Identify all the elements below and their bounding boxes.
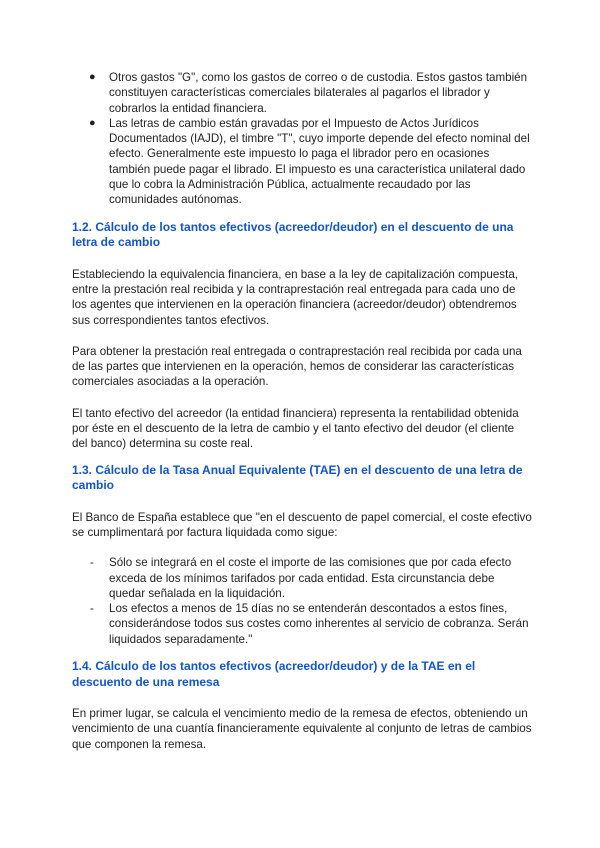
paragraph: Estableciendo la equivalencia financiera, en base a la ley de capitalización compuesta, entre la prestación real recibida y la contraprestación real entregada para cada uno de los agentes que intervienen en la operación financiera (acreedor/deudor) obtendremos sus correspondientes tantos efectivos. — [72, 267, 518, 327]
list-item-text: Los efectos a menos de 15 días no se entenderán descontados a estos fines, considerándose todos sus costes como inherentes al servicio de cobranza. Serán liquidados separadamente." — [109, 602, 529, 646]
section-heading-1-2: 1.2. Cálculo de los tantos efectivos (acreedor/deudor) en el descuento de una letra de cambio — [72, 219, 514, 250]
bullet-icon: ● — [89, 116, 96, 129]
list-item — [72, 555, 532, 601]
dash-list — [72, 555, 532, 647]
list-item-text: Sólo se integrará en el coste el importe de las comisiones que por cada efecto exceda de los mínimos tarifados por cada entidad. Esta circunstancia debe quedar señalada en la liquidación. — [109, 556, 512, 600]
list-item — [72, 116, 532, 208]
paragraph: El tanto efectivo del acreedor (la entidad financiera) representa la rentabilidad obtenida por éste en el descuento de la letra de cambio y el tanto efectivo del deudor (el cliente del banco) determina su coste real. — [72, 406, 519, 451]
bullet-icon: ● — [89, 71, 96, 83]
list-item — [72, 70, 532, 116]
list-item-text: Las letras de cambio están gravadas por el Impuesto de Actos Jurídicos Documentados (IAJD), el timbre "T", cuyo importe depende del efecto nominal del efecto. Generalmente este impuesto lo paga el librador pero en ocasiones también puede pagar el librado. El impuesto es una característica unilateral dado que lo cobra la Administración Pública, actualmente recaudado por las comunidades autónomas. — [109, 116, 530, 207]
list-item-text: Otros gastos "G", como los gastos de correo o de custodia. Estos gastos también constituyen características comerciales bilaterales al pagarlos el librador y cobrarlos la entidad financiera. — [109, 71, 528, 115]
dash-marker: - — [90, 602, 94, 616]
bullet-list — [72, 70, 532, 208]
paragraph: En primer lugar, se calcula el vencimiento medio de la remesa de efectos, obteniendo un vencimiento de una cuantía financieramente equivalente al conjunto de letras de cambios que componen la remesa. — [72, 707, 532, 751]
paragraph: Para obtener la prestación real entregada o contraprestación real recibida por cada una de las partes que intervienen en la operación, hemos de considerar las características comerciales asociadas a la operación. — [72, 344, 522, 389]
section-heading-1-3: 1.3. Cálculo de la Tasa Anual Equivalente (TAE) en el descuento de una letra de cambio — [72, 462, 523, 493]
dash-marker: - — [90, 556, 94, 570]
list-item — [72, 601, 532, 647]
paragraph: El Banco de España establece que "en el descuento de papel comercial, el coste efectivo se cumplimentará por factura liquidada como sigue: — [72, 510, 532, 539]
section-heading-1-4: 1.4. Cálculo de los tantos efectivos (acreedor/deudor) y de la TAE en el descuento de una remesa — [72, 659, 476, 689]
document-body — [72, 70, 532, 752]
